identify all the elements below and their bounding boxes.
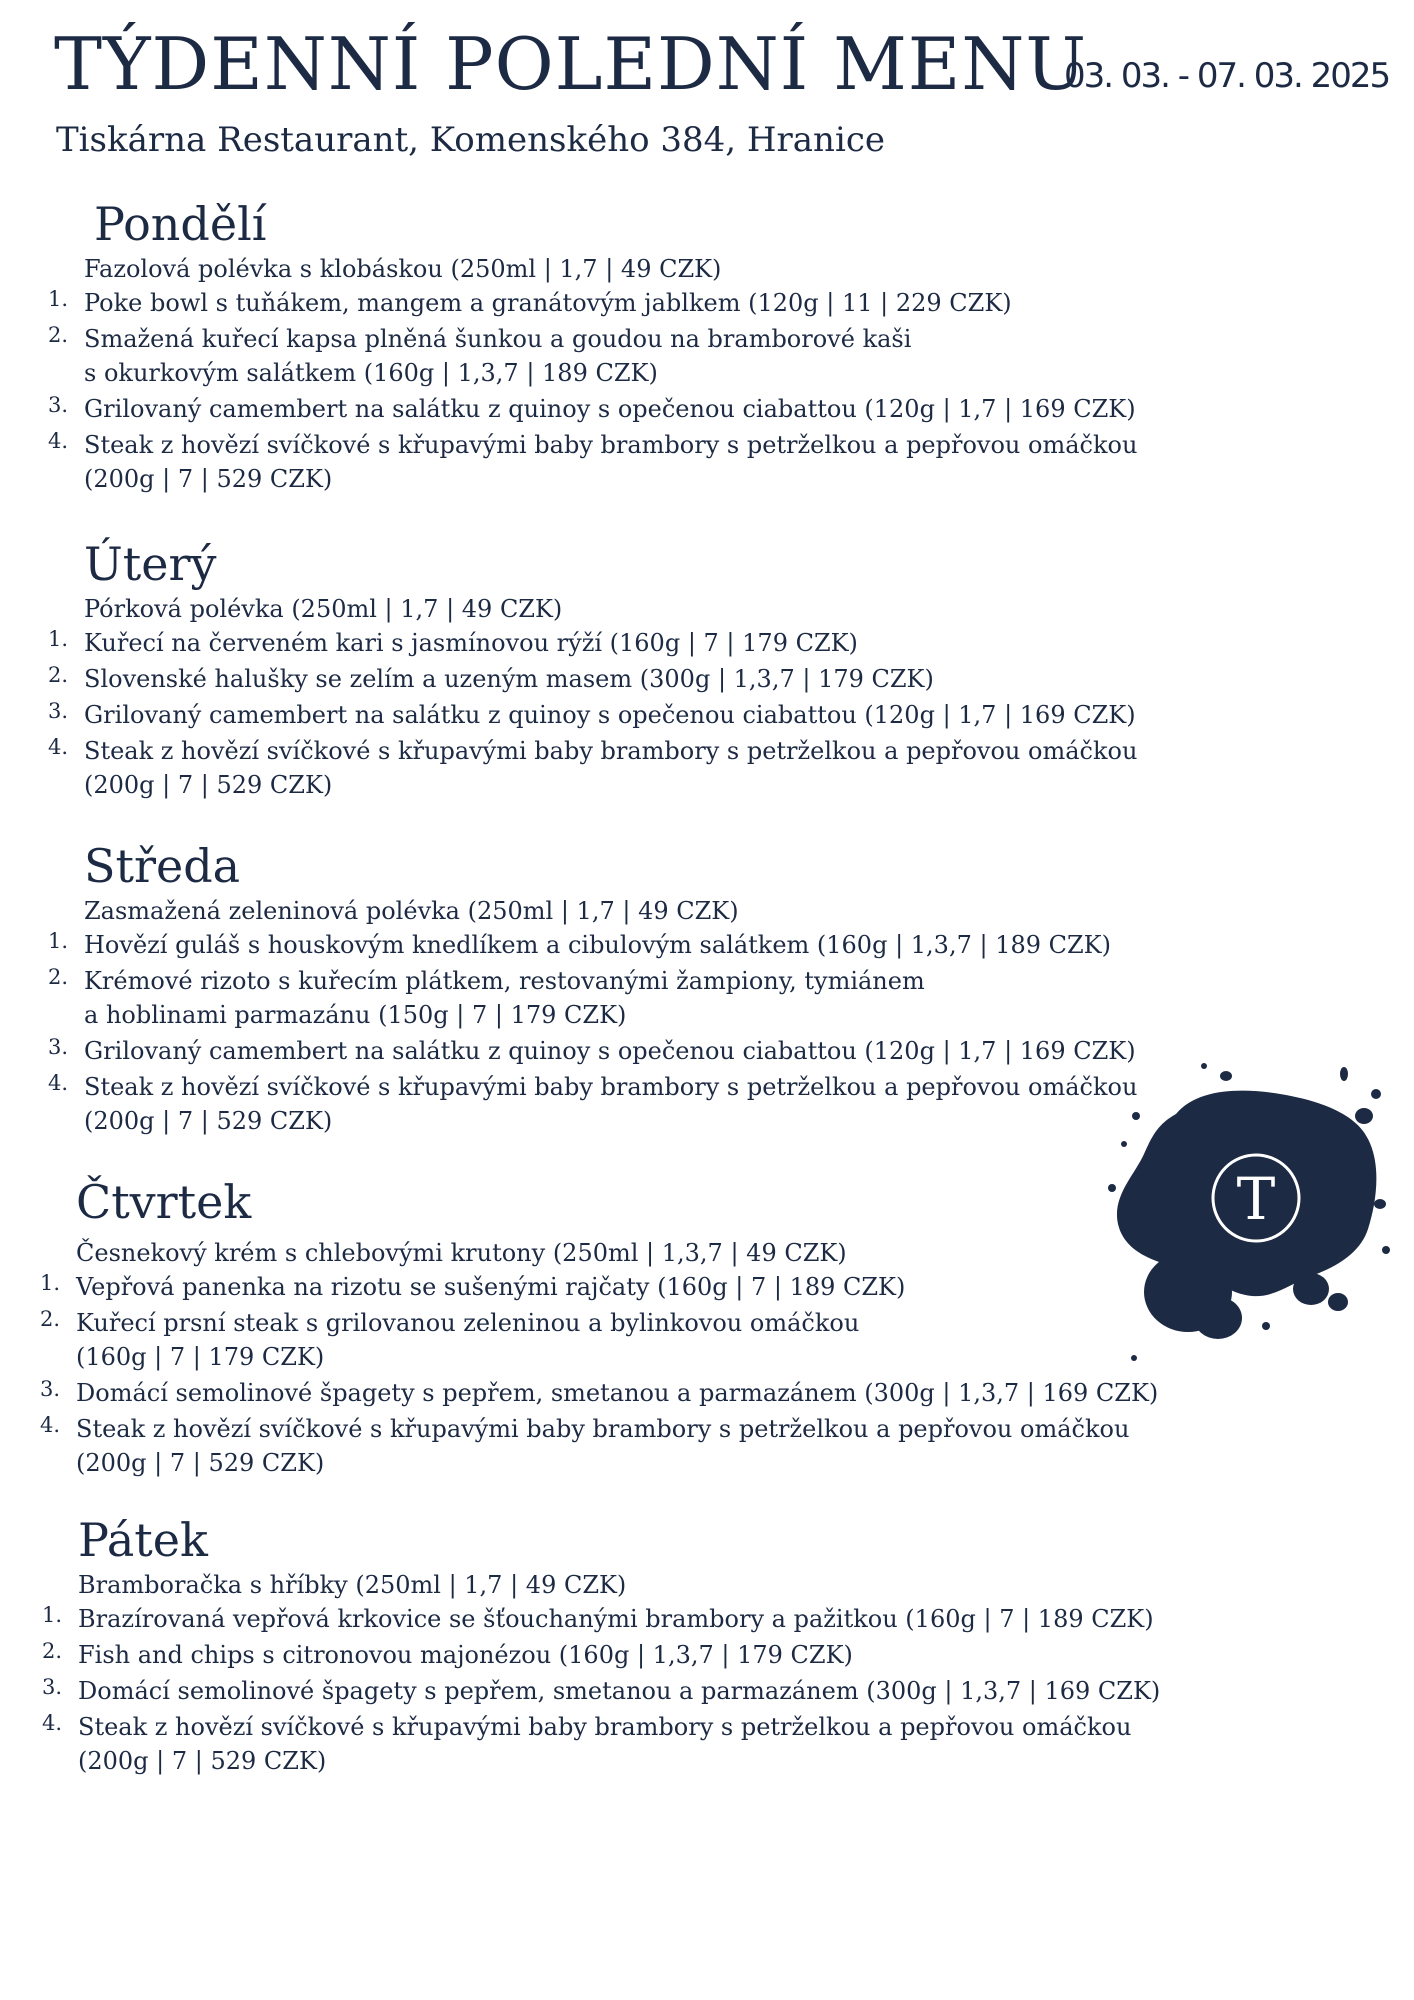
menu-item	[40, 1270, 1158, 1304]
item-number: 3.	[48, 699, 69, 723]
soup-of-the-day: Zasmažená zeleninová polévka (250ml | 1,7 | 49 CZK)	[84, 897, 739, 925]
item-text: Kuřecí na červeném kari s jasmínovou rýží (160g | 7 | 179 CZK)	[84, 629, 858, 657]
item-text: Grilovaný camembert na salátku z quinoy s opečenou ciabattou (120g | 1,7 | 169 CZK)	[84, 395, 1136, 423]
menu-item	[48, 734, 1138, 802]
item-number: 2.	[48, 663, 69, 687]
item-number: 1.	[40, 1271, 61, 1295]
day-name: Pátek	[78, 1513, 208, 1567]
restaurant-address: Tiskárna Restaurant, Komenského 384, Hranice	[56, 120, 885, 160]
week-dates: 03. 03. - 07. 03. 2025	[1064, 56, 1390, 96]
menu-item	[48, 928, 1137, 962]
page-title: TÝDENNÍ POLEDNÍ MENU	[54, 22, 1088, 106]
item-number: 2.	[48, 323, 69, 347]
item-text: Steak z hovězí svíčkové s křupavými baby brambory s petrželkou a pepřovou omáčkou (200g | 7 | 529 CZK)	[84, 431, 1138, 493]
item-number: 1.	[42, 1603, 63, 1627]
item-text: Domácí semolinové špagety s pepřem, smetanou a parmazánem (300g | 1,3,7 | 169 CZK)	[78, 1677, 1161, 1705]
menu-list	[48, 928, 1138, 1138]
day-wednesday	[48, 838, 1138, 1138]
item-number: 3.	[48, 393, 69, 417]
logo-letter: T	[1236, 1165, 1276, 1233]
item-number: 2.	[48, 965, 69, 989]
item-number: 4.	[48, 735, 69, 759]
item-text: Grilovaný camembert na salátku z quinoy s opečenou ciabattou (120g | 1,7 | 169 CZK)	[84, 701, 1136, 729]
item-number: 1.	[48, 929, 69, 953]
menu-item	[48, 1070, 1138, 1138]
item-number: 4.	[48, 1071, 69, 1095]
item-text: Steak z hovězí svíčkové s křupavými baby brambory s petrželkou a pepřovou omáčkou (200g | 7 | 529 CZK)	[76, 1415, 1130, 1477]
menu-item	[48, 964, 1137, 1032]
day-friday	[42, 1512, 1161, 1778]
item-text: Vepřová panenka na rizotu se sušenými rajčaty (160g | 7 | 189 CZK)	[76, 1273, 906, 1301]
item-number: 4.	[48, 429, 69, 453]
item-number: 4.	[40, 1413, 61, 1437]
menu-list	[48, 626, 1138, 802]
item-number: 3.	[48, 1035, 69, 1059]
day-monday	[48, 196, 1138, 496]
day-tuesday	[48, 536, 1138, 802]
menu-item	[40, 1376, 1159, 1410]
item-text: Kuřecí prsní steak s grilovanou zeleninou a bylinkovou omáčkou (160g | 7 | 179 CZK)	[76, 1309, 860, 1371]
menu-item	[48, 1034, 1137, 1068]
item-number: 3.	[40, 1377, 61, 1401]
item-text: Hovězí guláš s houskovým knedlíkem a cibulovým salátkem (160g | 1,3,7 | 189 CZK)	[84, 931, 1111, 959]
menu-item	[42, 1638, 1160, 1672]
item-text: Fish and chips s citronovou majonézou (160g | 1,3,7 | 179 CZK)	[78, 1641, 853, 1669]
menu-item	[48, 392, 1137, 426]
item-text: Steak z hovězí svíčkové s křupavými baby brambory s petrželkou a pepřovou omáčkou (200g | 7 | 529 CZK)	[84, 1073, 1138, 1135]
item-text: Grilovaný camembert na salátku z quinoy s opečenou ciabattou (120g | 1,7 | 169 CZK)	[84, 1037, 1136, 1065]
item-text: Poke bowl s tuňákem, mangem a granátovým jablkem (120g | 11 | 229 CZK)	[84, 289, 1012, 317]
menu-item	[48, 662, 1137, 696]
menu-item	[48, 428, 1138, 496]
menu-item	[42, 1674, 1161, 1708]
menu-item	[40, 1412, 1158, 1480]
item-number: 4.	[42, 1711, 63, 1735]
day-name: Úterý	[84, 537, 217, 591]
menu-item	[48, 322, 1137, 390]
item-text: Steak z hovězí svíčkové s křupavými baby brambory s petrželkou a pepřovou omáčkou (200g | 7 | 529 CZK)	[78, 1713, 1132, 1775]
menu-item	[42, 1710, 1160, 1778]
menu-list	[48, 286, 1138, 496]
item-text: Smažená kuřecí kapsa plněná šunkou a goudou na bramborové kaši s okurkovým salátkem (160g | 1,3,7 | 189 CZK)	[84, 325, 912, 387]
item-number: 1.	[48, 287, 69, 311]
day-name: Středa	[84, 839, 241, 893]
soup-of-the-day: Česnekový krém s chlebovými krutony (250ml | 1,3,7 | 49 CZK)	[76, 1239, 847, 1267]
item-text: Brazírovaná vepřová krkovice se šťouchanými brambory a pažitkou (160g | 7 | 189 CZK)	[78, 1605, 1154, 1633]
menu-item	[48, 286, 1137, 320]
item-number: 3.	[42, 1675, 63, 1699]
item-number: 1.	[48, 627, 69, 651]
soup-of-the-day: Bramboračka s hříbky (250ml | 1,7 | 49 CZK)	[78, 1571, 627, 1599]
menu-item	[48, 626, 1137, 660]
day-thursday	[40, 1174, 1159, 1480]
item-number: 2.	[42, 1639, 63, 1663]
soup-of-the-day: Pórková polévka (250ml | 1,7 | 49 CZK)	[84, 595, 563, 623]
menu-list	[40, 1270, 1159, 1480]
item-number: 2.	[40, 1307, 61, 1331]
menu-item	[48, 698, 1137, 732]
item-text: Domácí semolinové špagety s pepřem, smetanou a parmazánem (300g | 1,3,7 | 169 CZK)	[76, 1379, 1159, 1407]
menu-item	[40, 1306, 1158, 1374]
menu-list	[42, 1602, 1161, 1778]
item-text: Krémové rizoto s kuřecím plátkem, restovanými žampiony, tymiánem a hoblinami parmazánu (150g | 7 | 179 CZK)	[84, 967, 925, 1029]
item-text: Steak z hovězí svíčkové s křupavými baby brambory s petrželkou a pepřovou omáčkou (200g | 7 | 529 CZK)	[84, 737, 1138, 799]
item-text: Slovenské halušky se zelím a uzeným masem (300g | 1,3,7 | 179 CZK)	[84, 665, 934, 693]
soup-of-the-day: Fazolová polévka s klobáskou (250ml | 1,7 | 49 CZK)	[84, 255, 722, 283]
restaurant-logo-icon	[1106, 1054, 1392, 1374]
day-name: Čtvrtek	[76, 1175, 252, 1229]
day-name: Pondělí	[94, 197, 267, 251]
menu-item	[42, 1602, 1160, 1636]
